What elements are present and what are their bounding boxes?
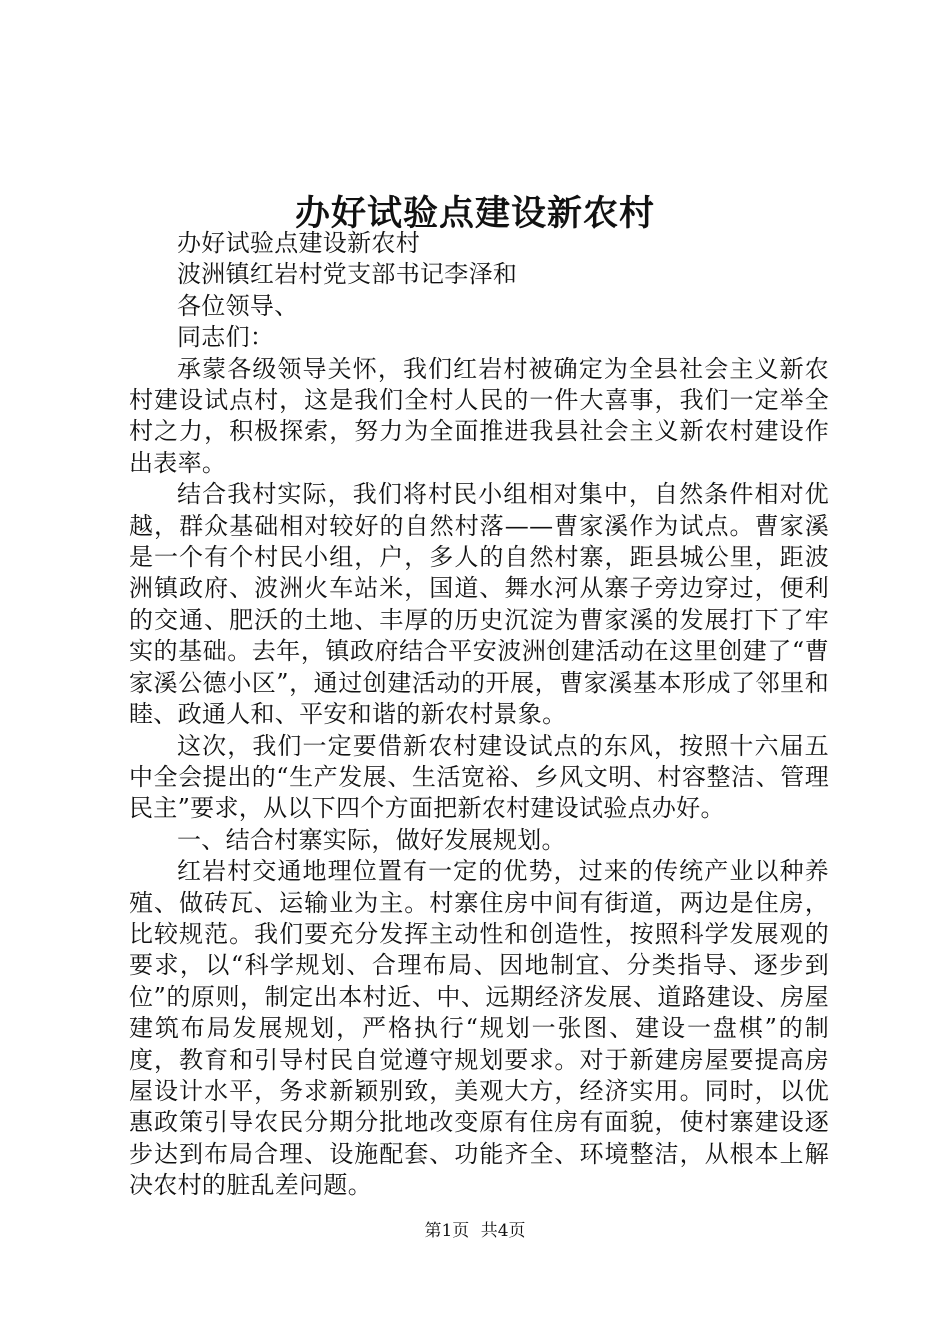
paragraph-salutation-2: 同志们： — [177, 323, 275, 352]
paragraph-body: 承蒙各级领导关怀，我们红岩村被确定为全县社会主义新农村建设试点村，这是我们全村人民的一件大喜事，我们一定举全村之力，积极探索，努力为全面推进我县社会主义新农村建设作出表率。 — [129, 354, 829, 477]
paragraph-body: 结合我村实际，我们将村民小组相对集中，自然条件相对优越，群众基础相对较好的自然村落——曹家溪作为试点。曹家溪是一个有个村民小组，户，多人的自然村寨，距县城公里，距波洲镇政府、波洲火车站米，国道、舞水河从寨子旁边穿过，便利的交通、肥沃的土地、丰厚的历史沉淀为曹家溪的发展打下了牢实的基础。去年，镇政府结合平安波洲创建活动在这里创建了“曹家溪公德小区”，通过创建活动的开展，曹家溪基本形成了邻里和睦、政通人和、平安和谐的新农村景象。 — [129, 480, 829, 729]
paragraph-subtitle: 办好试验点建设新农村 — [177, 229, 420, 257]
paragraph-author: 波洲镇红岩村党支部书记李泽和 — [177, 260, 518, 289]
document-title: 办好试验点建设新农村 — [294, 193, 655, 234]
page-footer — [0, 1216, 950, 1241]
page-total: 共4页 — [480, 1221, 526, 1241]
section-heading: 一、结合村寨实际，做好发展规划。 — [177, 825, 566, 854]
paragraph-body: 红岩村交通地理位置有一定的优势，过来的传统产业以种养殖、做砖瓦、运输业为主。村寨住房中间有街道，两边是住房，比较规范。我们要充分发挥主动性和创造性，按照科学发展观的要求，以“科学规划、合理布局、因地制宜、分类指导、逐步到位”的原则，制定出本村近、中、远期经济发展、道路建设、房屋建筑布局发展规划，严格执行“规划一张图、建设一盘棋”的制度，教育和引导村民自觉遵守规划要求。对于新建房屋要提高房屋设计水平，务求新颖别致，美观大方，经济实用。同时，以优惠政策引导农民分期分批地改变原有住房有面貌，使村寨建设逐步达到布局合理、设施配套、功能齐全、环境整洁，从根本上解决农村的脏乱差问题。 — [129, 857, 829, 1200]
paragraph-salutation-1: 各位领导、 — [177, 291, 299, 320]
paragraph-body: 这次，我们一定要借新农村建设试点的东风，按照十六届五中全会提出的“生产发展、生活宽裕、乡风文明、村容整洁、管理民主”要求，从以下四个方面把新农村建设试验点办好。 — [129, 731, 829, 823]
page-number: 第1页 — [424, 1221, 470, 1241]
document-body — [129, 228, 829, 1202]
